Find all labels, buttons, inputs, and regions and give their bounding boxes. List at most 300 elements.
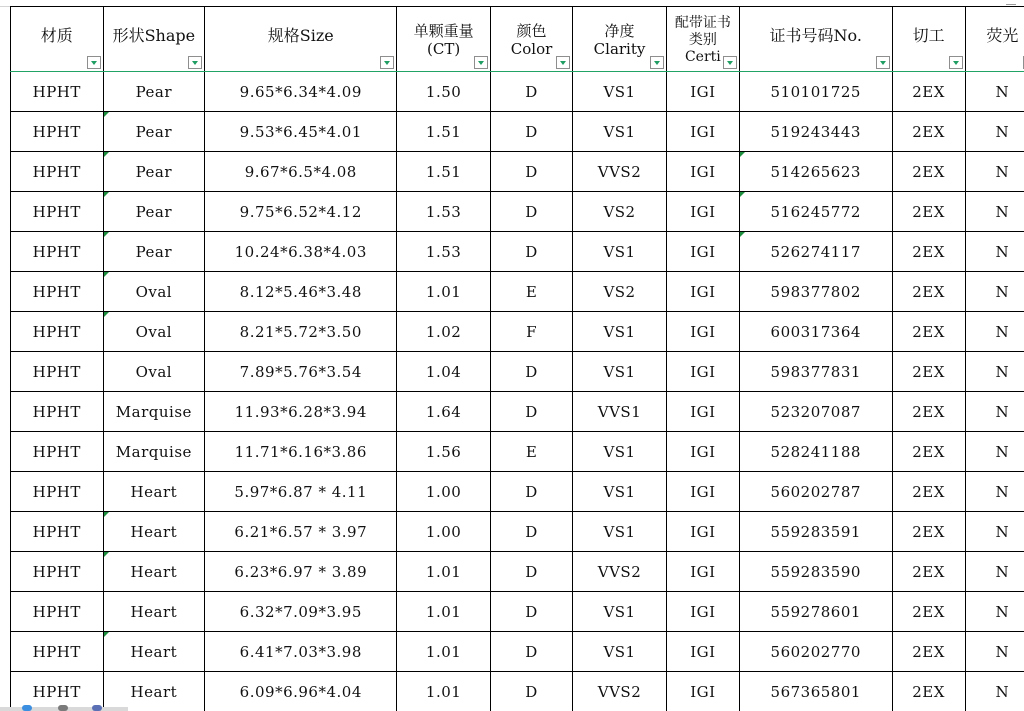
- filter-dropdown-color[interactable]: [556, 56, 570, 69]
- table-row: [11, 552, 1024, 592]
- cell-cut[interactable]: [892, 352, 965, 392]
- header-shape-label: 形状Shape: [112, 25, 196, 45]
- cell-material[interactable]: [11, 592, 104, 632]
- cell-clarity[interactable]: [573, 312, 667, 352]
- cell-shape[interactable]: [103, 432, 205, 472]
- cell-weight[interactable]: [397, 392, 491, 432]
- cell-cut[interactable]: [892, 472, 965, 512]
- cell-color[interactable]: [490, 312, 572, 352]
- cell-material[interactable]: [11, 392, 104, 432]
- cell-cert-type[interactable]: [666, 192, 739, 232]
- cell-color[interactable]: [490, 152, 572, 192]
- cell-shape[interactable]: [103, 512, 205, 552]
- cell-value: 6.23*6.97 * 3.89: [234, 562, 368, 581]
- cell-cert-type[interactable]: [666, 272, 739, 312]
- cell-value: 6.41*7.03*3.98: [239, 642, 362, 661]
- cell-value: N: [995, 162, 1010, 181]
- cell-value: Pear: [135, 202, 173, 221]
- cell-material[interactable]: [11, 512, 104, 552]
- cell-value: HPHT: [32, 642, 81, 661]
- cell-value: D: [525, 402, 538, 421]
- cell-value: 5.97*6.87 * 4.11: [234, 482, 368, 501]
- cell-value: IGI: [690, 482, 716, 501]
- taskbar-app-icon: [92, 705, 102, 711]
- cell-cut[interactable]: [892, 672, 965, 711]
- cell-weight[interactable]: [397, 592, 491, 632]
- cell-value: D: [525, 362, 538, 381]
- cell-clarity[interactable]: [573, 352, 667, 392]
- cell-size[interactable]: [205, 392, 397, 432]
- cell-value: 2EX: [912, 162, 945, 181]
- cell-value: D: [525, 162, 538, 181]
- cell-color[interactable]: [490, 352, 572, 392]
- cell-value: 523207087: [770, 402, 861, 421]
- cell-material[interactable]: [11, 192, 104, 232]
- cell-size[interactable]: [205, 312, 397, 352]
- cell-value: 1.01: [425, 642, 462, 661]
- filter-dropdown-icon: [880, 61, 886, 65]
- cell-cert-no[interactable]: [739, 552, 892, 592]
- cell-clarity[interactable]: [573, 672, 667, 711]
- cell-value: N: [995, 642, 1010, 661]
- table-row: [11, 472, 1024, 512]
- cell-fluorescence[interactable]: [965, 392, 1024, 432]
- cell-value: 1.51: [425, 122, 462, 141]
- cell-clarity[interactable]: [573, 432, 667, 472]
- filter-dropdown-icon: [91, 61, 97, 65]
- cell-shape[interactable]: [103, 152, 205, 192]
- header-size-label: 规格Size: [267, 25, 334, 45]
- cell-value: HPHT: [32, 202, 81, 221]
- cell-cert-type[interactable]: [666, 472, 739, 512]
- cell-color[interactable]: [490, 112, 572, 152]
- cell-value: N: [995, 562, 1010, 581]
- cell-value: IGI: [690, 602, 716, 621]
- cell-size[interactable]: [205, 592, 397, 632]
- cell-value: 2EX: [912, 482, 945, 501]
- cell-cert-type[interactable]: [666, 592, 739, 632]
- cell-material[interactable]: [11, 72, 104, 112]
- cell-shape[interactable]: [103, 672, 205, 711]
- cell-cut[interactable]: [892, 112, 965, 152]
- cell-cut[interactable]: [892, 152, 965, 192]
- cell-value: 526274117: [770, 242, 861, 261]
- cell-size[interactable]: [205, 192, 397, 232]
- cell-clarity[interactable]: [573, 392, 667, 432]
- cell-weight[interactable]: [397, 632, 491, 672]
- header-clarity: [573, 7, 667, 72]
- diamond-inventory-table: [10, 6, 1024, 711]
- cell-clarity[interactable]: [573, 592, 667, 632]
- cell-value: HPHT: [32, 682, 81, 701]
- cell-value: IGI: [690, 162, 716, 181]
- cell-material[interactable]: [11, 312, 104, 352]
- cell-value: 560202787: [770, 482, 861, 501]
- cell-shape[interactable]: [103, 472, 205, 512]
- cell-clarity[interactable]: [573, 512, 667, 552]
- header-clarity-label: 净度 Clarity: [593, 22, 646, 58]
- cell-value: N: [995, 122, 1010, 141]
- cell-clarity[interactable]: [573, 152, 667, 192]
- cell-cert-type[interactable]: [666, 512, 739, 552]
- filter-dropdown-shape[interactable]: [188, 56, 202, 69]
- cell-cert-no[interactable]: [739, 632, 892, 672]
- cell-value: HPHT: [32, 242, 81, 261]
- header-shape: [103, 7, 205, 72]
- cell-value: N: [995, 82, 1010, 101]
- cell-color[interactable]: [490, 552, 572, 592]
- cell-value: 8.12*5.46*3.48: [239, 282, 362, 301]
- cell-clarity[interactable]: [573, 472, 667, 512]
- cell-size[interactable]: [205, 672, 397, 711]
- cell-clarity[interactable]: [573, 632, 667, 672]
- filter-dropdown-cert-type[interactable]: [723, 56, 737, 69]
- cell-weight[interactable]: [397, 552, 491, 592]
- cell-weight[interactable]: [397, 192, 491, 232]
- cell-value: 1.51: [425, 162, 462, 181]
- cell-value: Heart: [130, 602, 178, 621]
- cell-color[interactable]: [490, 592, 572, 632]
- cell-value: D: [525, 562, 538, 581]
- header-cut: [892, 7, 965, 72]
- cell-value: 559283590: [770, 562, 861, 581]
- cell-value: 1.01: [425, 682, 462, 701]
- filter-dropdown-material[interactable]: [87, 56, 101, 69]
- cell-material[interactable]: [11, 552, 104, 592]
- cell-value: 514265623: [770, 162, 861, 181]
- cell-value: 560202770: [770, 642, 861, 661]
- cell-value: VS1: [603, 322, 636, 341]
- cell-value: Oval: [135, 322, 173, 341]
- cell-cut[interactable]: [892, 512, 965, 552]
- cell-value: 1.02: [425, 322, 462, 341]
- cell-cert-no[interactable]: [739, 512, 892, 552]
- cell-shape[interactable]: [103, 72, 205, 112]
- cell-material[interactable]: [11, 112, 104, 152]
- filter-dropdown-icon: [384, 61, 390, 65]
- cell-fluorescence[interactable]: [965, 432, 1024, 472]
- cell-weight[interactable]: [397, 432, 491, 472]
- cell-value: 2EX: [912, 82, 945, 101]
- cell-comment-marker-icon: [740, 232, 745, 237]
- cell-value: 559283591: [770, 522, 861, 541]
- cell-value: N: [995, 402, 1010, 421]
- filter-dropdown-icon: [192, 61, 198, 65]
- header-color: [490, 7, 572, 72]
- cell-value: 567365801: [770, 682, 861, 701]
- cell-shape[interactable]: [103, 632, 205, 672]
- cell-cert-no[interactable]: [739, 312, 892, 352]
- filter-dropdown-icon: [560, 61, 566, 65]
- filter-dropdown-cert-no[interactable]: [876, 56, 890, 69]
- cell-cert-no[interactable]: [739, 392, 892, 432]
- cell-color[interactable]: [490, 272, 572, 312]
- cell-weight[interactable]: [397, 72, 491, 112]
- cell-value: VS1: [603, 362, 636, 381]
- cell-cert-type[interactable]: [666, 352, 739, 392]
- cell-value: 1.53: [425, 242, 462, 261]
- cell-clarity[interactable]: [573, 192, 667, 232]
- filter-dropdown-size[interactable]: [380, 56, 394, 69]
- cell-weight[interactable]: [397, 152, 491, 192]
- cell-cut[interactable]: [892, 72, 965, 112]
- cell-fluorescence[interactable]: [965, 352, 1024, 392]
- cell-cut[interactable]: [892, 192, 965, 232]
- cell-value: 2EX: [912, 282, 945, 301]
- cell-value: 510101725: [770, 82, 861, 101]
- cell-value: D: [525, 602, 538, 621]
- cell-value: N: [995, 522, 1010, 541]
- cell-size[interactable]: [205, 352, 397, 392]
- filter-dropdown-cut[interactable]: [949, 56, 963, 69]
- cell-shape[interactable]: [103, 552, 205, 592]
- cell-value: D: [525, 682, 538, 701]
- cell-cert-type[interactable]: [666, 552, 739, 592]
- cell-cut[interactable]: [892, 392, 965, 432]
- cell-weight[interactable]: [397, 312, 491, 352]
- cell-value: 2EX: [912, 522, 945, 541]
- cell-fluorescence[interactable]: [965, 112, 1024, 152]
- filter-dropdown-icon: [654, 61, 660, 65]
- cell-clarity[interactable]: [573, 272, 667, 312]
- cell-size[interactable]: [205, 632, 397, 672]
- cell-fluorescence[interactable]: [965, 672, 1024, 711]
- cell-value: D: [525, 242, 538, 261]
- cell-cut[interactable]: [892, 312, 965, 352]
- cell-clarity[interactable]: [573, 112, 667, 152]
- cell-size[interactable]: [205, 472, 397, 512]
- cell-fluorescence[interactable]: [965, 312, 1024, 352]
- filter-dropdown-weight[interactable]: [474, 56, 488, 69]
- cell-fluorescence[interactable]: [965, 472, 1024, 512]
- cell-cert-no[interactable]: [739, 432, 892, 472]
- cell-cert-no[interactable]: [739, 232, 892, 272]
- cell-cert-no[interactable]: [739, 72, 892, 112]
- cell-value: Heart: [130, 642, 178, 661]
- cell-cert-type[interactable]: [666, 632, 739, 672]
- cell-value: IGI: [690, 642, 716, 661]
- cell-value: VVS2: [597, 162, 642, 181]
- table-row: [11, 272, 1024, 312]
- cell-shape[interactable]: [103, 352, 205, 392]
- cell-material[interactable]: [11, 472, 104, 512]
- cell-cert-type[interactable]: [666, 112, 739, 152]
- cell-clarity[interactable]: [573, 552, 667, 592]
- cell-value: 519243443: [770, 122, 861, 141]
- cell-cert-type[interactable]: [666, 672, 739, 711]
- header-fluorescence: [965, 7, 1024, 72]
- cell-cut[interactable]: [892, 632, 965, 672]
- cell-cert-type[interactable]: [666, 312, 739, 352]
- cell-fluorescence[interactable]: [965, 512, 1024, 552]
- cell-comment-marker-icon: [740, 152, 745, 157]
- cell-shape[interactable]: [103, 192, 205, 232]
- filter-dropdown-icon: [953, 61, 959, 65]
- cell-cut[interactable]: [892, 552, 965, 592]
- cell-color[interactable]: [490, 72, 572, 112]
- cell-shape[interactable]: [103, 272, 205, 312]
- cell-cert-type[interactable]: [666, 392, 739, 432]
- filter-dropdown-clarity[interactable]: [650, 56, 664, 69]
- cell-value: 11.93*6.28*3.94: [234, 402, 367, 421]
- header-row: [11, 7, 1024, 72]
- cell-value: 2EX: [912, 562, 945, 581]
- table-body: [11, 72, 1024, 711]
- cell-comment-marker-icon: [104, 232, 109, 237]
- cell-fluorescence[interactable]: [965, 192, 1024, 232]
- cell-value: HPHT: [32, 402, 81, 421]
- ribbon-edge-mark-icon: [1006, 0, 1016, 5]
- cell-material[interactable]: [11, 632, 104, 672]
- cell-value: HPHT: [32, 442, 81, 461]
- cell-cert-no[interactable]: [739, 112, 892, 152]
- cell-value: VS1: [603, 122, 636, 141]
- cell-value: Marquise: [115, 442, 192, 461]
- cell-color[interactable]: [490, 672, 572, 711]
- cell-fluorescence[interactable]: [965, 592, 1024, 632]
- cell-value: IGI: [690, 82, 716, 101]
- cell-clarity[interactable]: [573, 232, 667, 272]
- cell-value: VS1: [603, 642, 636, 661]
- cell-fluorescence[interactable]: [965, 72, 1024, 112]
- cell-cut[interactable]: [892, 232, 965, 272]
- cell-value: 2EX: [912, 602, 945, 621]
- cell-cert-type[interactable]: [666, 232, 739, 272]
- cell-value: HPHT: [32, 122, 81, 141]
- cell-value: Marquise: [115, 402, 192, 421]
- table-row: [11, 592, 1024, 632]
- cell-size[interactable]: [205, 72, 397, 112]
- cell-value: Heart: [130, 562, 178, 581]
- cell-value: VS1: [603, 482, 636, 501]
- header-fluorescence-label: 荧光: [986, 25, 1019, 45]
- cell-comment-marker-icon: [104, 312, 109, 317]
- cell-comment-marker-icon: [104, 632, 109, 637]
- cell-fluorescence[interactable]: [965, 232, 1024, 272]
- cell-value: F: [526, 322, 538, 341]
- cell-value: Pear: [135, 242, 173, 261]
- cell-weight[interactable]: [397, 232, 491, 272]
- cell-weight[interactable]: [397, 672, 491, 711]
- cell-shape[interactable]: [103, 112, 205, 152]
- cell-value: N: [995, 322, 1010, 341]
- cell-cut[interactable]: [892, 592, 965, 632]
- cell-cert-type[interactable]: [666, 72, 739, 112]
- cell-weight[interactable]: [397, 272, 491, 312]
- cell-cert-no[interactable]: [739, 352, 892, 392]
- cell-value: IGI: [690, 242, 716, 261]
- table-row: [11, 152, 1024, 192]
- cell-weight[interactable]: [397, 352, 491, 392]
- cell-color[interactable]: [490, 632, 572, 672]
- cell-cert-no[interactable]: [739, 192, 892, 232]
- taskbar-peek: [0, 707, 128, 711]
- cell-value: 598377802: [770, 282, 861, 301]
- cell-fluorescence[interactable]: [965, 272, 1024, 312]
- cell-fluorescence[interactable]: [965, 552, 1024, 592]
- cell-value: VVS2: [597, 682, 642, 701]
- cell-value: HPHT: [32, 282, 81, 301]
- cell-size[interactable]: [205, 432, 397, 472]
- cell-value: 2EX: [912, 402, 945, 421]
- cell-cert-type[interactable]: [666, 152, 739, 192]
- cell-value: IGI: [690, 282, 716, 301]
- cell-material[interactable]: [11, 232, 104, 272]
- cell-value: 1.53: [425, 202, 462, 221]
- cell-cert-type[interactable]: [666, 432, 739, 472]
- cell-value: D: [525, 202, 538, 221]
- cell-value: Heart: [130, 482, 178, 501]
- cell-weight[interactable]: [397, 112, 491, 152]
- header-cut-label: 切工: [912, 25, 945, 45]
- cell-comment-marker-icon: [104, 272, 109, 277]
- cell-color[interactable]: [490, 472, 572, 512]
- cell-value: 9.67*6.5*4.08: [244, 162, 357, 181]
- cell-clarity[interactable]: [573, 72, 667, 112]
- cell-size[interactable]: [205, 152, 397, 192]
- cell-value: IGI: [690, 402, 716, 421]
- cell-cert-no[interactable]: [739, 472, 892, 512]
- cell-value: 598377831: [770, 362, 861, 381]
- cell-material[interactable]: [11, 152, 104, 192]
- filter-dropdown-icon: [478, 61, 484, 65]
- cell-value: D: [525, 482, 538, 501]
- cell-fluorescence[interactable]: [965, 152, 1024, 192]
- cell-size[interactable]: [205, 232, 397, 272]
- cell-value: HPHT: [32, 362, 81, 381]
- cell-value: IGI: [690, 362, 716, 381]
- cell-value: 11.71*6.16*3.86: [234, 442, 367, 461]
- cell-value: IGI: [690, 522, 716, 541]
- table-row: [11, 632, 1024, 672]
- cell-value: 2EX: [912, 442, 945, 461]
- cell-material[interactable]: [11, 352, 104, 392]
- table-row: [11, 232, 1024, 272]
- cell-size[interactable]: [205, 552, 397, 592]
- cell-size[interactable]: [205, 512, 397, 552]
- cell-value: IGI: [690, 322, 716, 341]
- cell-cert-no[interactable]: [739, 672, 892, 711]
- header-weight-label: 单颗重量 (CT): [413, 22, 474, 58]
- cell-value: VS1: [603, 242, 636, 261]
- cell-color[interactable]: [490, 512, 572, 552]
- cell-color[interactable]: [490, 192, 572, 232]
- cell-cert-no[interactable]: [739, 592, 892, 632]
- cell-shape[interactable]: [103, 232, 205, 272]
- cell-value: VS2: [603, 282, 636, 301]
- cell-value: HPHT: [32, 602, 81, 621]
- cell-shape[interactable]: [103, 312, 205, 352]
- cell-material[interactable]: [11, 272, 104, 312]
- cell-weight[interactable]: [397, 512, 491, 552]
- cell-fluorescence[interactable]: [965, 632, 1024, 672]
- cell-value: 1.00: [425, 482, 462, 501]
- cell-value: N: [995, 202, 1010, 221]
- cell-cert-no[interactable]: [739, 152, 892, 192]
- cell-cert-no[interactable]: [739, 272, 892, 312]
- cell-cut[interactable]: [892, 432, 965, 472]
- cell-color[interactable]: [490, 432, 572, 472]
- cell-size[interactable]: [205, 272, 397, 312]
- cell-size[interactable]: [205, 112, 397, 152]
- cell-color[interactable]: [490, 232, 572, 272]
- cell-shape[interactable]: [103, 392, 205, 432]
- cell-cut[interactable]: [892, 272, 965, 312]
- cell-shape[interactable]: [103, 592, 205, 632]
- cell-material[interactable]: [11, 432, 104, 472]
- cell-color[interactable]: [490, 392, 572, 432]
- cell-weight[interactable]: [397, 472, 491, 512]
